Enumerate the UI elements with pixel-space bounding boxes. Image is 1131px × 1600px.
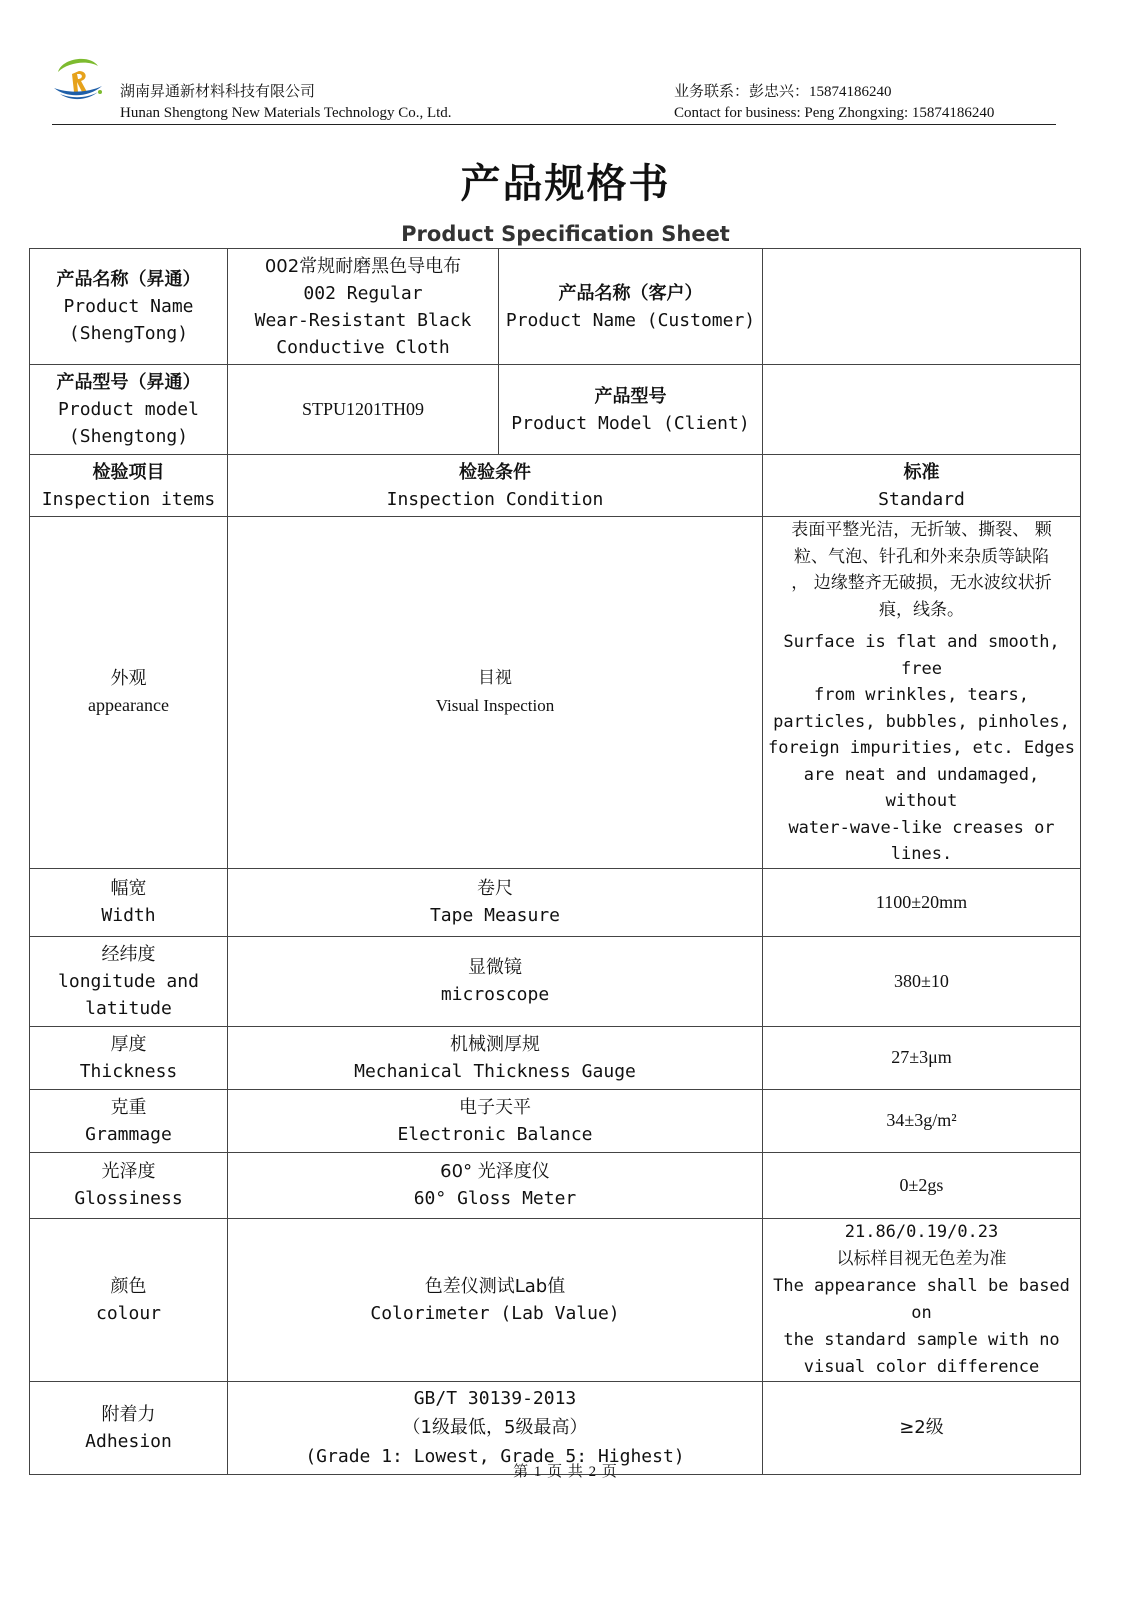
item-colour: 颜色 colour (30, 1218, 228, 1381)
product-model-st-value: STPU1201TH09 (228, 365, 499, 455)
item-gloss: 光泽度 Glossiness (30, 1152, 228, 1218)
standard-colour: 21.86/0.19/0.23 以标样目视无色差为准 The appearance shall be based on the standard sample with no visual color difference (763, 1218, 1081, 1381)
standard-grammage: 34±3g/m² (763, 1089, 1081, 1152)
col-header-condition: 检验条件 Inspection Condition (228, 455, 763, 517)
table-row-width (30, 868, 1081, 936)
item-appearance: 外观 appearance (30, 517, 228, 869)
page-header (52, 48, 1056, 126)
condition-grammage: 电子天平 Electronic Balance (228, 1089, 763, 1152)
standard-density: 380±10 (763, 936, 1081, 1026)
table-row-thickness (30, 1026, 1081, 1089)
standard-appearance: 表面平整光洁，无折皱、撕裂、 颗 粒、气泡、针孔和外来杂质等缺陷 ， 边缘整齐无破损，无水波纹状折 痕，线条。 Surface is flat and smooth, free from wrinkles, tears, particles, bubbles, pinholes, foreign impurities, etc. Edges are neat and undamaged, without water-wave-like creases or lines. (763, 517, 1081, 869)
product-name-st-label: 产品名称（昇通） Product Name (ShengTong) (30, 249, 228, 365)
specification-table (29, 248, 1081, 1475)
product-name-customer-value (763, 249, 1081, 365)
item-adhesion: 附着力 Adhesion (30, 1381, 228, 1474)
item-width: 幅宽 Width (30, 868, 228, 936)
table-row-grammage (30, 1089, 1081, 1152)
condition-width: 卷尺 Tape Measure (228, 868, 763, 936)
company-name-cn: 湖南昇通新材料科技有限公司 (120, 84, 316, 100)
condition-adhesion: GB/T 30139-2013 （1级最低，5级最高） (Grade 1: Lowest, Grade 5: Highest) (228, 1381, 763, 1474)
table-row-density (30, 936, 1081, 1026)
product-name-row (30, 249, 1081, 365)
item-thickness: 厚度 Thickness (30, 1026, 228, 1089)
document-title-cn: 产品规格书 (460, 161, 671, 207)
company-logo-icon (52, 52, 104, 104)
product-model-client-value (763, 365, 1081, 455)
standard-adhesion: ≥2级 (763, 1381, 1081, 1474)
condition-gloss: 60° 光泽度仪 60° Gloss Meter (228, 1152, 763, 1218)
company-name (120, 82, 452, 124)
condition-appearance: 目视 Visual Inspection (228, 517, 763, 869)
company-name-en: Hunan Shengtong New Materials Technology Co., Ltd. (120, 105, 452, 121)
col-header-items: 检验项目 Inspection items (30, 455, 228, 517)
product-name-customer-label: 产品名称（客户） Product Name (Customer) (499, 249, 763, 365)
table-row-gloss (30, 1152, 1081, 1218)
document-title-en: Product Specification Sheet (401, 222, 730, 246)
item-grammage: 克重 Grammage (30, 1089, 228, 1152)
contact-en: Contact for business: Peng Zhongxing: 15874186240 (674, 105, 995, 121)
col-header-standard: 标准 Standard (763, 455, 1081, 517)
product-model-client-label: 产品型号 Product Model (Client) (499, 365, 763, 455)
condition-colour: 色差仪测试Lab值 Colorimeter (Lab Value) (228, 1218, 763, 1381)
product-name-st-value: 002常规耐磨黑色导电布 002 Regular Wear-Resistant Black Conductive Cloth (228, 249, 499, 365)
standard-thickness: 27±3μm (763, 1026, 1081, 1089)
header-divider (52, 124, 1056, 125)
condition-density: 显微镜 microscope (228, 936, 763, 1026)
business-contact (674, 82, 994, 124)
product-model-st-label: 产品型号（昇通） Product model (Shengtong) (30, 365, 228, 455)
page-number: 第 1 页 共 2 页 (513, 1464, 618, 1480)
table-row-appearance (30, 517, 1081, 869)
condition-thickness: 机械测厚规 Mechanical Thickness Gauge (228, 1026, 763, 1089)
standard-gloss: 0±2gs (763, 1152, 1081, 1218)
standard-width: 1100±20mm (763, 868, 1081, 936)
column-header-row (30, 455, 1081, 517)
product-model-row (30, 365, 1081, 455)
item-density: 经纬度 longitude and latitude (30, 936, 228, 1026)
contact-cn: 业务联系：彭忠兴：15874186240 (674, 84, 892, 100)
table-row-colour (30, 1218, 1081, 1381)
